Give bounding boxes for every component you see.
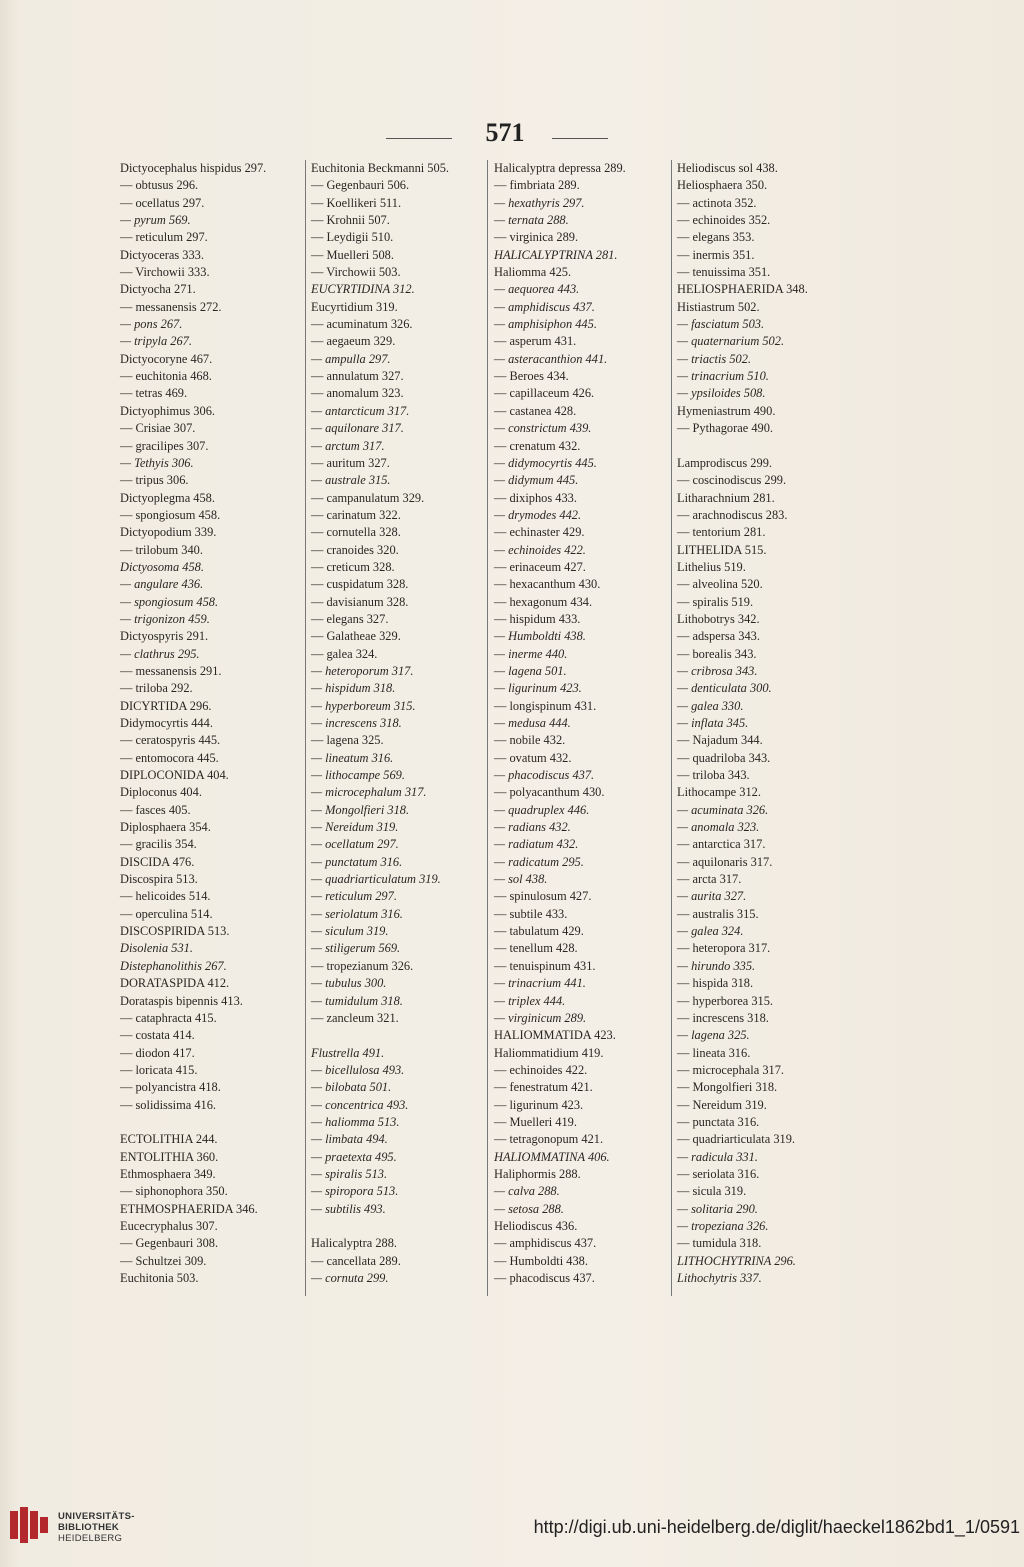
index-entry: Lithocampe 312.	[677, 785, 761, 800]
index-entry: ETHMOSPHAERIDA 346.	[120, 1201, 258, 1216]
index-entry: — ternata 288.	[494, 213, 569, 228]
index-entry: — tropeziana 326.	[677, 1218, 769, 1233]
index-entry: — quadruplex 446.	[494, 802, 590, 817]
index-column-1	[120, 160, 306, 1287]
index-entry: — asteracanthion 441.	[494, 351, 608, 366]
index-entry: Eucecryphalus 307.	[120, 1218, 218, 1233]
index-entry: — antarcticum 317.	[311, 403, 410, 418]
index-entry: — Gegenbauri 308.	[120, 1236, 219, 1251]
index-column-3	[494, 160, 680, 1287]
index-entry: Haliommatidium 419.	[494, 1045, 604, 1060]
index-entry: — fasciatum 503.	[677, 317, 765, 332]
index-entry: — Tethyis 306.	[120, 455, 194, 470]
index-entry: Dictyoceras 333.	[120, 247, 204, 262]
index-entry: — galea 330.	[677, 698, 744, 713]
page-number: 571	[485, 118, 525, 147]
column-divider	[671, 160, 672, 1296]
index-entry: — actinota 352.	[677, 195, 757, 210]
index-entry: Dictyospyris 291.	[120, 629, 209, 644]
index-entry: — seriolatum 316.	[311, 906, 403, 921]
index-entry: — tumidula 318.	[677, 1236, 762, 1251]
index-entry: — Virchowii 503.	[311, 265, 401, 280]
index-entry: — spinulosum 427.	[494, 889, 592, 904]
index-entry: — operculina 514.	[120, 906, 213, 921]
index-entry: — didymocyrtis 445.	[494, 455, 597, 470]
index-entry: — hexacanthum 430.	[494, 577, 601, 592]
index-entry	[677, 438, 863, 455]
index-entry: — hexathyris 297.	[494, 195, 585, 210]
library-logo-icon	[8, 1503, 52, 1547]
index-entry: — annulatum 327.	[311, 369, 404, 384]
index-entry: Heliosphaera 350.	[677, 178, 768, 193]
index-entry: Heliodiscus 436.	[494, 1218, 578, 1233]
index-entry: Histiastrum 502.	[677, 299, 760, 314]
index-entry: — adspersa 343.	[677, 629, 760, 644]
index-entry: — aequorea 443.	[494, 282, 580, 297]
index-entry: — tetras 469.	[120, 386, 188, 401]
index-entry: — spiralis 519.	[677, 594, 754, 609]
index-entry: — costata 414.	[120, 1028, 195, 1043]
page-header	[0, 118, 1024, 158]
index-entry: — cuspidatum 328.	[311, 577, 409, 592]
index-entry: — loricata 415.	[120, 1062, 198, 1077]
index-entry: — sol 438.	[494, 872, 548, 887]
index-entry: Halicalyptra 288.	[311, 1236, 398, 1251]
index-entry: — hirundo 335.	[677, 958, 756, 973]
index-entry: — arcta 317.	[677, 872, 742, 887]
index-entry: — pons 267.	[120, 317, 183, 332]
index-entry: — heteropora 317.	[677, 941, 771, 956]
index-entry: Eucyrtidium 319.	[311, 299, 398, 314]
index-entry: — clathrus 295.	[120, 646, 200, 661]
index-entry: — Leydigii 510.	[311, 230, 394, 245]
index-entry: — acuminata 326.	[677, 802, 769, 817]
index-entry: — Nereidum 319.	[311, 820, 399, 835]
index-entry: Flustrella 491.	[311, 1045, 385, 1060]
index-entry: Heliodiscus sol 438.	[677, 161, 778, 175]
index-entry: — hispidum 318.	[311, 681, 396, 696]
index-entry: — siculum 319.	[311, 924, 389, 939]
index-entry: Diploconus 404.	[120, 785, 202, 800]
index-entry: — tenellum 428.	[494, 941, 578, 956]
index-column-4	[677, 160, 863, 1287]
index-entry: Dictyoplegma 458.	[120, 490, 215, 505]
index-entry: — helicoides 514.	[120, 889, 211, 904]
index-entry: — quadriarticulatum 319.	[311, 872, 441, 887]
index-entry: — spiropora 513.	[311, 1184, 399, 1199]
index-entry: — amphisiphon 445.	[494, 317, 597, 332]
index-entry: Dictyophimus 306.	[120, 403, 215, 418]
index-entry: — tropezianum 326.	[311, 958, 414, 973]
index-entry: — triactis 502.	[677, 351, 752, 366]
index-entry: — lagena 325.	[677, 1028, 750, 1043]
index-entry: Diplosphaera 354.	[120, 820, 211, 835]
index-entry: — echinaster 429.	[494, 525, 585, 540]
index-entry: — increscens 318.	[677, 1010, 769, 1025]
index-entry: — polyancistra 418.	[120, 1080, 221, 1095]
index-entry: — seriolata 316.	[677, 1166, 760, 1181]
index-entry: — trinacrium 510.	[677, 369, 769, 384]
index-entry: — Najadum 344.	[677, 733, 763, 748]
index-entry: — Galatheae 329.	[311, 629, 401, 644]
index-entry: — aurita 327.	[677, 889, 747, 904]
index-entry: — punctata 316.	[677, 1114, 760, 1129]
index-entry: — messanensis 291.	[120, 663, 222, 678]
index-entry: — lithocampe 569.	[311, 768, 405, 783]
index-entry: — amphidiscus 437.	[494, 299, 595, 314]
index-entry: — hyperborea 315.	[677, 993, 773, 1008]
index-entry: Dictyocha 271.	[120, 282, 196, 297]
index-entry: — reticulum 297.	[311, 889, 397, 904]
index-entry: — Crisiae 307.	[120, 421, 196, 436]
index-entry: — euchitonia 468.	[120, 369, 212, 384]
column-divider	[305, 160, 306, 1296]
index-entry: — creticum 328.	[311, 559, 395, 574]
index-entry: — ligurinum 423.	[494, 1097, 584, 1112]
index-column-2	[311, 160, 497, 1287]
index-entry: — capillaceum 426.	[494, 386, 595, 401]
index-entry: Disolenia 531.	[120, 941, 193, 956]
index-entry: — erinaceum 427.	[494, 559, 586, 574]
index-entry: HELIOSPHAERIDA 348.	[677, 282, 808, 297]
index-entry: Dictyosoma 458.	[120, 559, 204, 574]
index-entry: — setosa 288.	[494, 1201, 564, 1216]
index-entry: — davisianum 328.	[311, 594, 409, 609]
index-entry: — haliomma 513.	[311, 1114, 400, 1129]
index-entry: — coscinodiscus 299.	[677, 473, 787, 488]
index-entry: — campanulatum 329.	[311, 490, 425, 505]
index-entry: — echinoides 352.	[677, 213, 771, 228]
index-entry: — cribrosa 343.	[677, 663, 758, 678]
column-divider	[487, 160, 488, 1296]
index-entry: — triloba 292.	[120, 681, 193, 696]
index-entry: — asperum 431.	[494, 334, 577, 349]
index-entry: — carinatum 322.	[311, 507, 401, 522]
index-entry: — phacodiscus 437.	[494, 1271, 595, 1285]
index-entry: — ligurinum 423.	[494, 681, 582, 696]
index-entry: — spongiosum 458.	[120, 594, 219, 609]
index-entry: — amphidiscus 437.	[494, 1236, 597, 1251]
index-entry: — subtilis 493.	[311, 1201, 386, 1216]
index-entry: — Humboldti 438.	[494, 629, 586, 644]
index-entry: — spiralis 513.	[311, 1166, 388, 1181]
index-entry: — solitaria 290.	[677, 1201, 758, 1216]
index-entry: — virginica 289.	[494, 230, 579, 245]
index-entry: — arctum 317.	[311, 438, 385, 453]
index-entry: — Virchowii 333.	[120, 265, 210, 280]
index-entry: — inerme 440.	[494, 646, 568, 661]
index-entry: — nobile 432.	[494, 733, 566, 748]
index-entry: — phacodiscus 437.	[494, 768, 595, 783]
index-entry: Haliomma 425.	[494, 265, 572, 280]
index-entry: — reticulum 297.	[120, 230, 208, 245]
index-entry: — angulare 436.	[120, 577, 204, 592]
index-entry: — quadriloba 343.	[677, 750, 771, 765]
index-entry: — borealis 343.	[677, 646, 757, 661]
index-entry: — australe 315.	[311, 473, 391, 488]
index-entry: Lithochytris 337.	[677, 1271, 762, 1285]
index-entry: — galea 324.	[311, 646, 378, 661]
index-entry: — quadriarticulata 319.	[677, 1132, 796, 1147]
index-entry: — anomala 323.	[677, 820, 760, 835]
index-entry: Halicalyptra depressa 289.	[494, 161, 626, 175]
index-entry: — denticulata 300.	[677, 681, 772, 696]
index-entry: — fimbriata 289.	[494, 178, 580, 193]
index-entry: ECTOLITHIA 244.	[120, 1132, 218, 1147]
index-entry	[311, 1027, 497, 1044]
index-entry: DISCIDA 476.	[120, 854, 195, 869]
index-entry: — hispida 318.	[677, 976, 754, 991]
index-entry: — lagena 501.	[494, 663, 567, 678]
index-entry: — cataphracta 415.	[120, 1010, 217, 1025]
index-entry: — castanea 428.	[494, 403, 577, 418]
index-entry: — microcephalum 317.	[311, 785, 427, 800]
index-entry: — ceratospyris 445.	[120, 733, 221, 748]
index-entry: — trinacrium 441.	[494, 976, 586, 991]
index-entry: — Krohnii 507.	[311, 213, 390, 228]
index-entry: — Mongolfieri 318.	[311, 802, 410, 817]
index-entry: — Schultzei 309.	[120, 1253, 207, 1268]
index-entry: — tripyla 267.	[120, 334, 192, 349]
index-entry	[120, 1114, 306, 1131]
index-entry: Discospira 513.	[120, 872, 198, 887]
index-entry: — longispinum 431.	[494, 698, 597, 713]
index-entry: — radicatum 295.	[494, 854, 584, 869]
index-entry: — inermis 351.	[677, 247, 755, 262]
index-entry: Dorataspis bipennis 413.	[120, 993, 243, 1008]
index-entry: — lineata 316.	[677, 1045, 751, 1060]
index-entry: Euchitonia Beckmanni 505.	[311, 161, 449, 175]
header-rule-left	[386, 138, 452, 139]
index-entry: — acuminatum 326.	[311, 317, 413, 332]
index-entry: Ethmosphaera 349.	[120, 1166, 216, 1181]
index-entry: — polyacanthum 430.	[494, 785, 605, 800]
index-entry: — Pythagorae 490.	[677, 421, 774, 436]
index-entry: — tripus 306.	[120, 473, 189, 488]
index-entry: — diodon 417.	[120, 1045, 195, 1060]
index-entry: Lithobotrys 342.	[677, 611, 760, 626]
index-entry: — tubulus 300.	[311, 976, 387, 991]
index-entry: — cranoides 320.	[311, 542, 399, 557]
index-entry: — messanensis 272.	[120, 299, 222, 314]
index-entry: DISCOSPIRIDA 513.	[120, 924, 230, 939]
index-entry: — auritum 327.	[311, 455, 390, 470]
index-entry: Haliphormis 288.	[494, 1166, 581, 1181]
index-entry: — punctatum 316.	[311, 854, 403, 869]
index-entry: — sicula 319.	[677, 1184, 747, 1199]
index-entry: — tabulatum 429.	[494, 924, 584, 939]
index-entry: — dixiphos 433.	[494, 490, 577, 505]
index-entry: — fenestratum 421.	[494, 1080, 593, 1095]
index-entry: — echinoides 422.	[494, 542, 586, 557]
index-entry: — increscens 318.	[311, 716, 402, 730]
index-entry: — concentrica 493.	[311, 1097, 409, 1112]
index-entry: — radicula 331.	[677, 1149, 758, 1164]
index-entry: — tenuissima 351.	[677, 265, 771, 280]
index-entry: — hispidum 433.	[494, 611, 581, 626]
index-entry: — galea 324.	[677, 924, 744, 939]
index-entry: — inflata 345.	[677, 716, 749, 730]
index-entry: — arachnodiscus 283.	[677, 507, 788, 522]
index-entry: DICYRTIDA 296.	[120, 698, 212, 713]
index-entry: — aegaeum 329.	[311, 334, 396, 349]
index-entry: — anomalum 323.	[311, 386, 404, 401]
index-entry: Dictyopodium 339.	[120, 525, 217, 540]
index-entry: — ocellatum 297.	[311, 837, 399, 852]
source-url[interactable]: http://digi.ub.uni-heidelberg.de/diglit/haeckel1862bd1_1/0591	[533, 1517, 1020, 1537]
index-entry: — gracilis 354.	[120, 837, 197, 852]
index-entry: HALIOMMATINA 406.	[494, 1149, 610, 1164]
index-entry: — antarctica 317.	[677, 837, 766, 852]
index-entry: — subtile 433.	[494, 906, 568, 921]
index-entry: LITHOCHYTRINA 296.	[677, 1253, 796, 1268]
index-entry: — australis 315.	[677, 906, 759, 921]
index-entry: — siphonophora 350.	[120, 1184, 228, 1199]
index-entry: — radians 432.	[494, 820, 571, 835]
index-entry: — spongiosum 458.	[120, 507, 221, 522]
index-entry: Dictyocephalus hispidus 297.	[120, 161, 267, 175]
index-entry: — Gegenbauri 506.	[311, 178, 410, 193]
index-entry: — tetragonopum 421.	[494, 1132, 604, 1147]
index-entry: Didymocyrtis 444.	[120, 716, 213, 730]
index-entry: — tenuispinum 431.	[494, 958, 596, 973]
index-entry: — ypsiloides 508.	[677, 386, 766, 401]
index-entry: — cornutella 328.	[311, 525, 401, 540]
index-entry: — Mongolfieri 318.	[677, 1080, 778, 1095]
index-entry: — elegans 327.	[311, 611, 389, 626]
index-entry: ENTOLITHIA 360.	[120, 1149, 219, 1164]
index-entry: — radiatum 432.	[494, 837, 579, 852]
index-entry: Distephanolithis 267.	[120, 958, 227, 973]
index-entry: DORATASPIDA 412.	[120, 976, 230, 991]
index-entry: — Muelleri 508.	[311, 247, 394, 262]
index-entry: Dictyocoryne 467.	[120, 351, 213, 366]
index-entry: EUCYRTIDINA 312.	[311, 282, 415, 297]
index-entry: — fasces 405.	[120, 802, 191, 817]
index-entry: Euchitonia 503.	[120, 1271, 199, 1285]
index-entry: — entomocora 445.	[120, 750, 219, 765]
index-entry: — aquilonaris 317.	[677, 854, 773, 869]
index-entry: — praetexta 495.	[311, 1149, 397, 1164]
index-entry: Litharachnium 281.	[677, 490, 775, 505]
index-entry: Lithelius 519.	[677, 559, 746, 574]
header-rule-right	[552, 138, 608, 139]
index-entry: HALICALYPTRINA 281.	[494, 247, 618, 262]
index-entry: — lagena 325.	[311, 733, 384, 748]
index-entry: — medusa 444.	[494, 716, 571, 730]
index-entry: — limbata 494.	[311, 1132, 388, 1147]
index-entry: — drymodes 442.	[494, 507, 582, 522]
index-entry: — heteroporum 317.	[311, 663, 414, 678]
index-entry: — triloba 343.	[677, 768, 750, 783]
index-entry: — hexagonum 434.	[494, 594, 593, 609]
index-entry: — virginicum 289.	[494, 1010, 587, 1025]
index-entry: — cornuta 299.	[311, 1271, 389, 1285]
index-entry: — crenatum 432.	[494, 438, 581, 453]
index-entry: — aquilonare 317.	[311, 421, 404, 436]
index-entry: — ovatum 432.	[494, 750, 572, 765]
index-entry: — lineatum 316.	[311, 750, 394, 765]
index-entry: — Koellikeri 511.	[311, 195, 402, 210]
index-entry: — bicellulosa 493.	[311, 1062, 405, 1077]
index-entry: — zancleum 321.	[311, 1010, 399, 1025]
index-entry: — stiligerum 569.	[311, 941, 401, 956]
library-name: UNIVERSITÄTS- BIBLIOTHEK HEIDELBERG	[58, 1511, 135, 1544]
index-entry: DIPLOCONIDA 404.	[120, 768, 229, 783]
index-entry: — tentorium 281.	[677, 525, 766, 540]
index-entry: HALIOMMATIDA 423.	[494, 1028, 616, 1043]
index-entry: — solidissima 416.	[120, 1097, 217, 1112]
index-entry: — gracilipes 307.	[120, 438, 209, 453]
index-entry: — Nereidum 319.	[677, 1097, 767, 1112]
index-entry: — didymum 445.	[494, 473, 579, 488]
index-entry: — microcephala 317.	[677, 1062, 785, 1077]
index-entry: Hymeniastrum 490.	[677, 403, 776, 418]
index-entry: — elegans 353.	[677, 230, 755, 245]
index-entry: — tumidulum 318.	[311, 993, 403, 1008]
index-entry: — ampulla 297.	[311, 351, 391, 366]
index-entry	[311, 1218, 497, 1235]
index-entry: — ocellatus 297.	[120, 195, 205, 210]
index-entry: — Beroes 434.	[494, 369, 569, 384]
index-entry: — echinoides 422.	[494, 1062, 588, 1077]
index-entry: Lamprodiscus 299.	[677, 455, 772, 470]
index-entry: — Humboldti 438.	[494, 1253, 588, 1268]
index-entry: — triplex 444.	[494, 993, 566, 1008]
index-entry: — hyperboreum 315.	[311, 698, 416, 713]
index-entry: LITHELIDA 515.	[677, 542, 767, 557]
index-entry: — quaternarium 502.	[677, 334, 785, 349]
index-entry: — calva 288.	[494, 1184, 560, 1199]
index-entry: — obtusus 296.	[120, 178, 199, 193]
index-entry: — bilobata 501.	[311, 1080, 392, 1095]
index-entry: — Muelleri 419.	[494, 1114, 577, 1129]
footer	[0, 1495, 1024, 1567]
index-entry: — trigonizon 459.	[120, 611, 210, 626]
index-entry: — alveolina 520.	[677, 577, 763, 592]
index-entry: — cancellata 289.	[311, 1253, 401, 1268]
index-entry: — pyrum 569.	[120, 213, 191, 228]
index-entry: — trilobum 340.	[120, 542, 203, 557]
index-entry: — constrictum 439.	[494, 421, 592, 436]
